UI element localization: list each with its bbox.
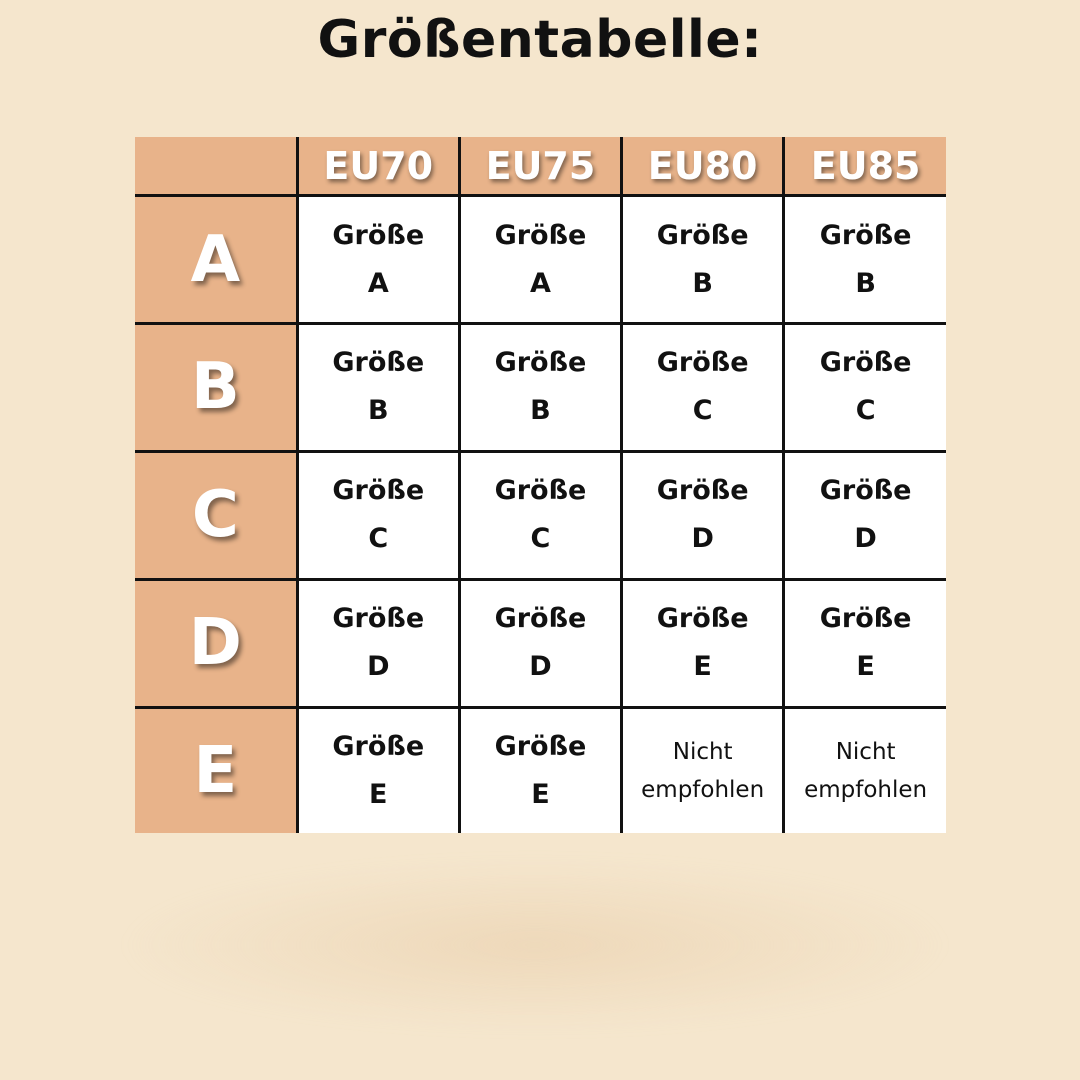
cell-line-2: B [367, 395, 389, 427]
header-row [135, 137, 946, 196]
size-cell [784, 324, 946, 452]
size-cell [784, 196, 946, 324]
cell-line-1: Größe [494, 347, 587, 379]
cell-line-1: Größe [819, 475, 912, 507]
cell-line-2: B [855, 267, 876, 299]
size-cell [297, 707, 459, 833]
cell-line-2: empfohlen [804, 776, 928, 803]
cell-line-1: Nicht [672, 738, 733, 765]
cell-line-1: Größe [332, 603, 425, 635]
cell-line-1: Größe [819, 219, 912, 251]
table-row [135, 324, 946, 452]
size-cell-not-recommended [784, 707, 946, 833]
row-header: E [135, 707, 297, 833]
cell-line-2: D [691, 523, 714, 555]
size-cell [784, 451, 946, 579]
cell-line-1: Größe [494, 730, 587, 762]
cell-line-1: Größe [819, 603, 912, 635]
cell-line-1: Größe [494, 475, 587, 507]
cell-line-2: B [530, 395, 551, 427]
cell-line-1: Größe [332, 219, 425, 251]
size-cell [622, 324, 784, 452]
row-header: A [135, 196, 297, 324]
cell-line-1: Größe [494, 219, 587, 251]
cell-line-2: E [531, 778, 550, 810]
cell-line-1: Größe [332, 475, 425, 507]
size-cell [622, 579, 784, 707]
size-cell [622, 196, 784, 324]
cell-line-1: Größe [656, 475, 749, 507]
size-cell [297, 451, 459, 579]
decorative-shadow [120, 860, 950, 1030]
page-title: Größentabelle: [317, 10, 763, 70]
size-cell [297, 579, 459, 707]
column-header: EU80 [622, 137, 784, 196]
size-cell [784, 579, 946, 707]
column-header: EU70 [297, 137, 459, 196]
cell-line-1: Größe [656, 603, 749, 635]
corner-cell [135, 137, 297, 196]
size-chart [135, 137, 946, 833]
cell-line-2: E [369, 778, 388, 810]
cell-line-1: Größe [332, 347, 425, 379]
table-row [135, 196, 946, 324]
cell-line-2: C [368, 523, 389, 555]
cell-line-2: A [530, 267, 551, 299]
cell-line-1: Größe [494, 603, 587, 635]
size-cell-not-recommended [622, 707, 784, 833]
size-cell [297, 196, 459, 324]
row-header: C [135, 451, 297, 579]
size-cell [459, 707, 621, 833]
size-cell [459, 579, 621, 707]
cell-line-1: Größe [656, 219, 749, 251]
cell-line-2: B [692, 267, 713, 299]
cell-line-2: D [854, 523, 877, 555]
table-row [135, 579, 946, 707]
row-header: B [135, 324, 297, 452]
cell-line-2: E [693, 651, 712, 683]
cell-line-2: C [530, 523, 551, 555]
cell-line-2: D [529, 651, 552, 683]
table-row [135, 707, 946, 833]
size-cell [297, 324, 459, 452]
row-header: D [135, 579, 297, 707]
table-row [135, 451, 946, 579]
cell-line-2: D [367, 651, 390, 683]
column-header: EU75 [459, 137, 621, 196]
cell-line-2: A [367, 267, 389, 299]
cell-line-1: Größe [656, 347, 749, 379]
cell-line-2: empfohlen [641, 776, 765, 803]
size-cell [459, 196, 621, 324]
cell-line-1: Größe [332, 730, 425, 762]
size-cell [622, 451, 784, 579]
column-header: EU85 [784, 137, 946, 196]
cell-line-1: Größe [819, 347, 912, 379]
cell-line-1: Nicht [835, 738, 896, 765]
size-cell [459, 324, 621, 452]
cell-line-2: E [856, 651, 875, 683]
size-table [135, 137, 946, 833]
size-cell [459, 451, 621, 579]
cell-line-2: C [855, 395, 876, 427]
cell-line-2: C [692, 395, 713, 427]
